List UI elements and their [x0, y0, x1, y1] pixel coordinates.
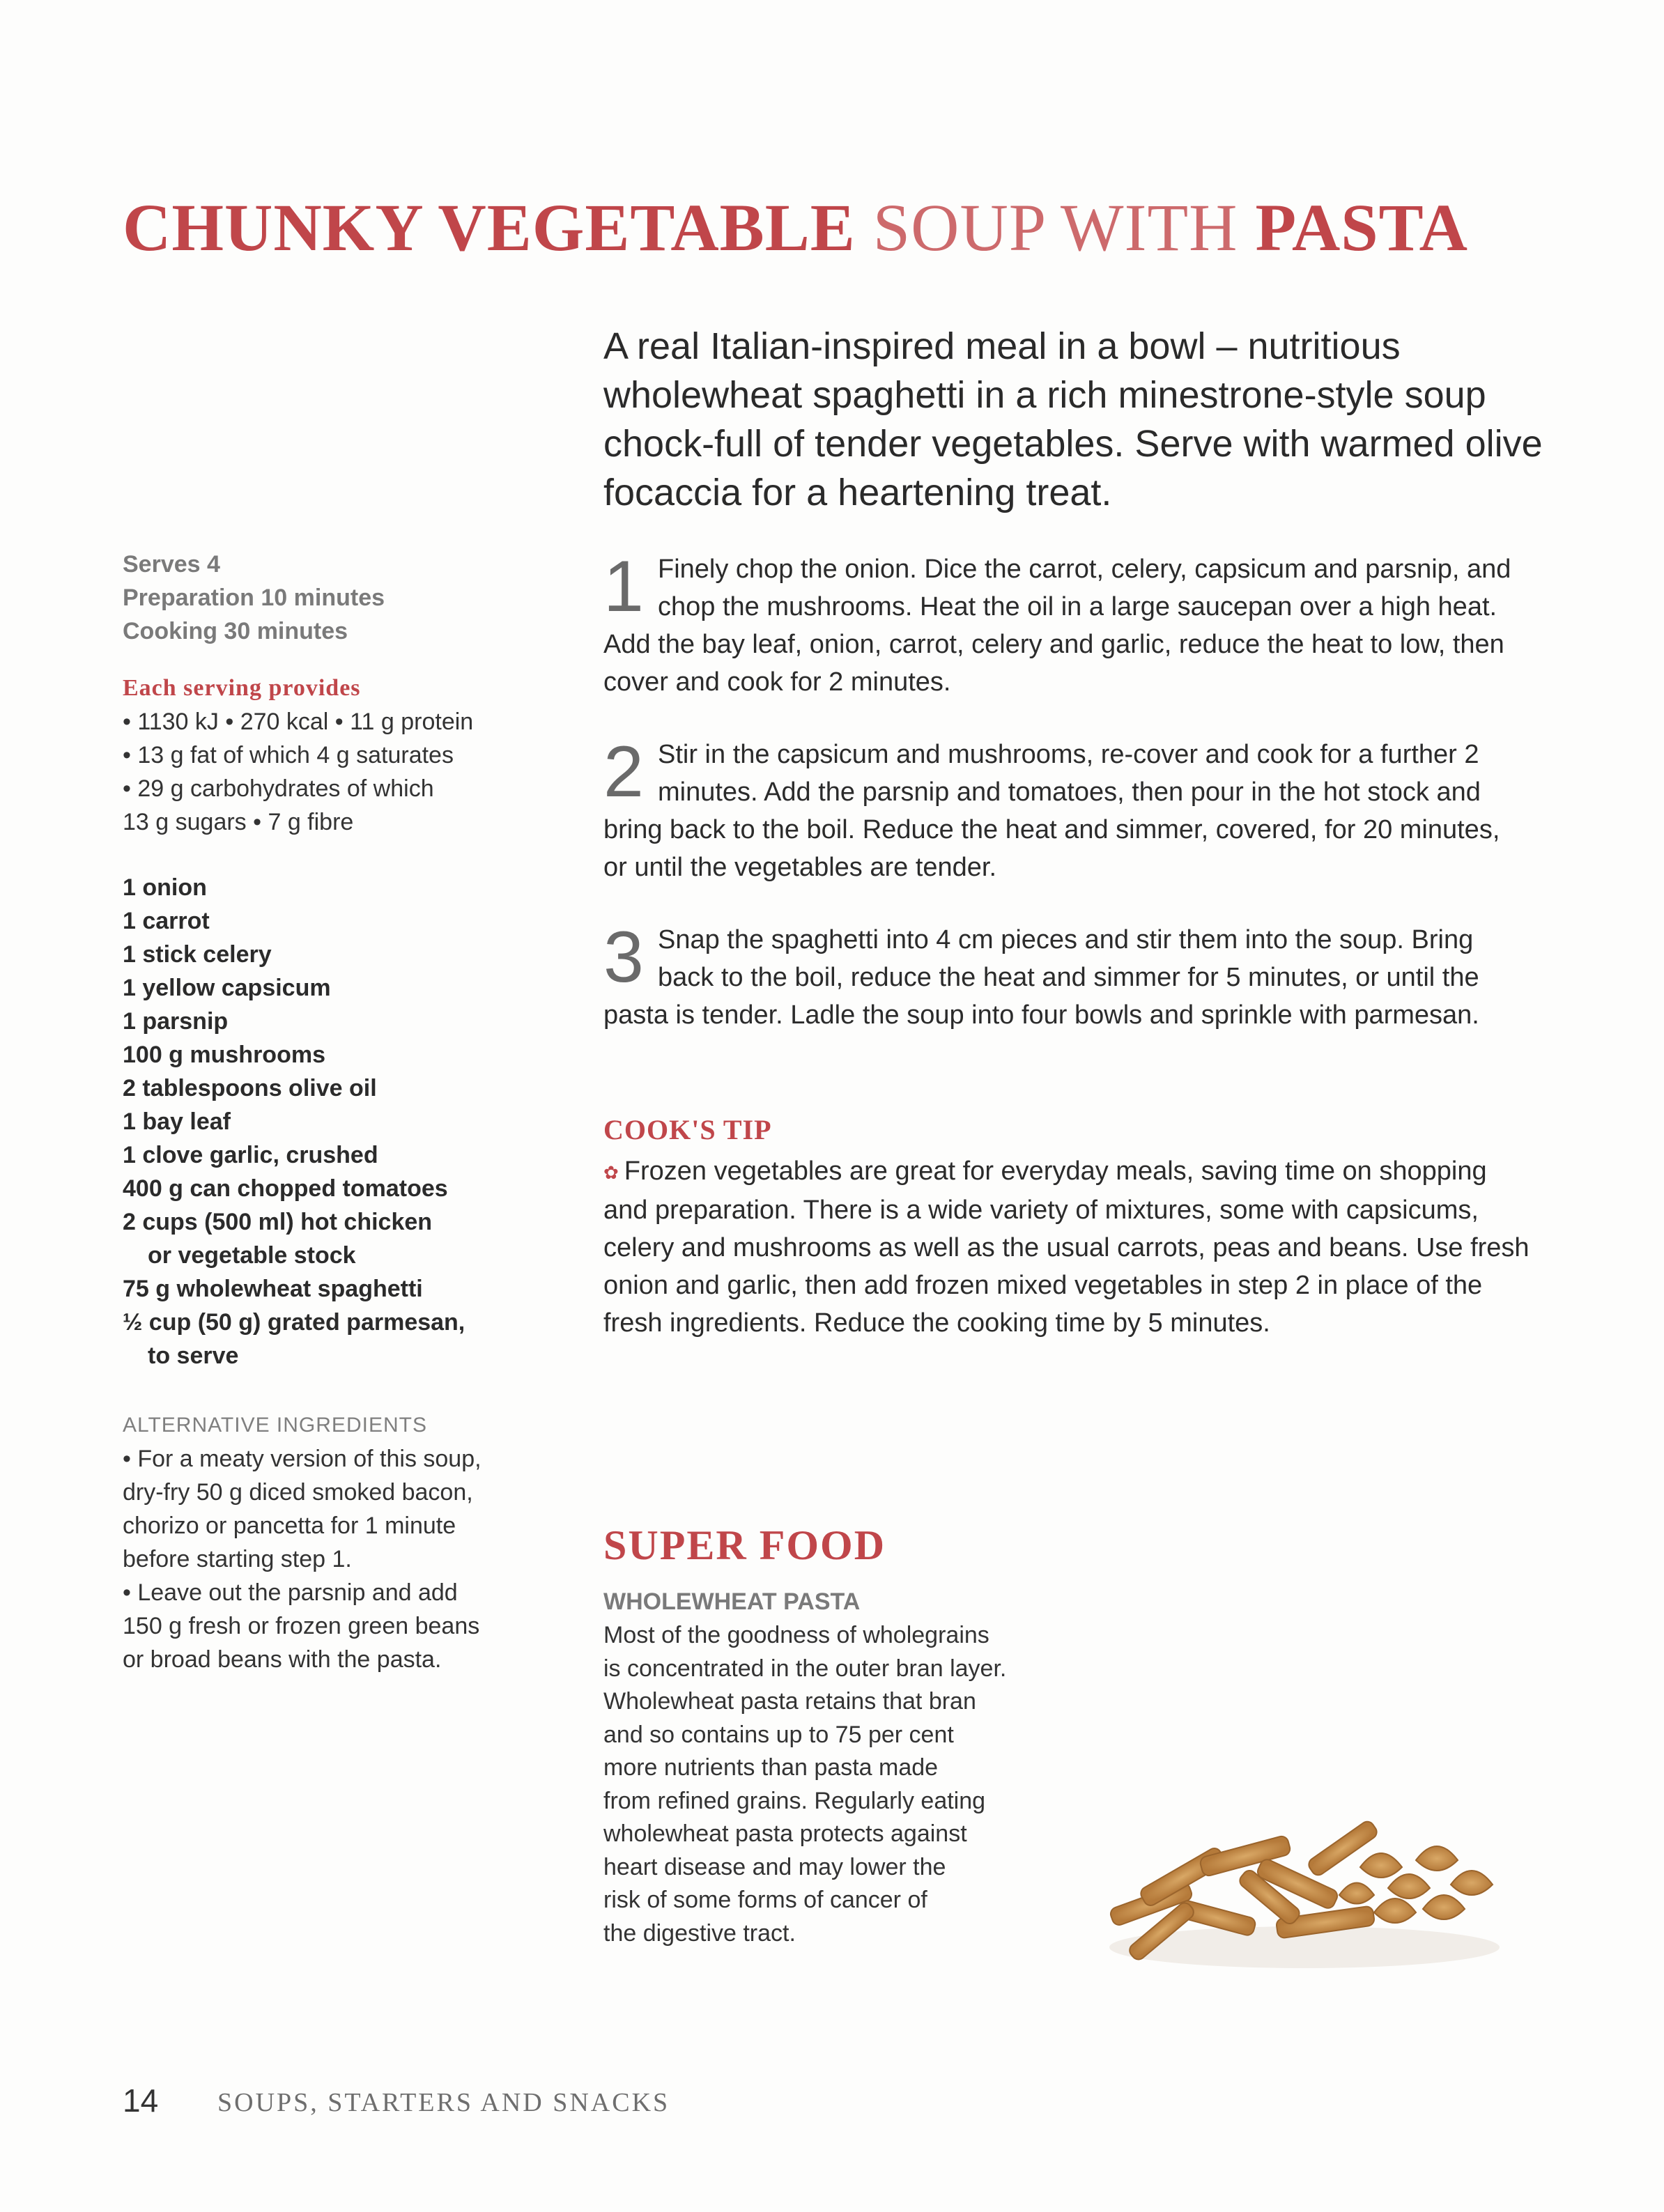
step-number: 1	[603, 546, 644, 627]
cooks-tip-body	[603, 1152, 1530, 1342]
ingredient: 100 g mushrooms	[123, 1042, 325, 1068]
nutrition-line: • 29 g carbohydrates of which	[123, 775, 434, 802]
title-part-4: PASTA	[1255, 190, 1468, 265]
super-food-body	[603, 1619, 1063, 1950]
super-food-line: wholewheat pasta protects against	[603, 1820, 967, 1847]
alternative-line: • Leave out the parsnip and add	[123, 1579, 458, 1606]
ingredient: 1 yellow capsicum	[123, 975, 331, 1001]
alternative-line: • For a meaty version of this soup,	[123, 1446, 482, 1472]
step-text: Snap the spaghetti into 4 cm pieces and stir them into the soup. Bring back to the boil, reduce the heat and simmer for 5 minutes, or until the pasta is tender. Ladle the soup into four bowls and sprinkle with parmesan.	[603, 925, 1479, 1030]
super-food-line: the digestive tract.	[603, 1919, 796, 1947]
nutrition-line: 13 g sugars • 7 g fibre	[123, 809, 354, 835]
method-step-3	[603, 917, 1530, 1034]
step-text: Stir in the capsicum and mushrooms, re-cover and cook for a further 2 minutes. Add the parsnip and tomatoes, then pour in the hot stock and bring back to the boil. Reduce the heat and simmer, covered, for 20 minutes, or until the vegetables are tender.	[603, 740, 1500, 882]
ingredient: ½ cup (50 g) grated parmesan,	[123, 1309, 465, 1336]
cooks-tip-heading: COOK'S TIP	[603, 1114, 772, 1145]
page-title	[123, 190, 1586, 266]
alternative-line: 150 g fresh or frozen green beans	[123, 1613, 480, 1639]
super-food-line: from refined grains. Regularly eating	[603, 1787, 986, 1814]
super-food-line: risk of some forms of cancer of	[603, 1887, 927, 1913]
method-step-1	[603, 546, 1530, 701]
nutrition-line: • 1130 kJ • 270 kcal • 11 g protein	[123, 709, 474, 735]
ingredient: 2 tablespoons olive oil	[123, 1075, 377, 1101]
ingredients-list	[123, 871, 569, 1372]
ingredient: 1 stick celery	[123, 941, 272, 968]
alternative-line: or broad beans with the pasta.	[123, 1646, 442, 1673]
ingredient: 1 parsnip	[123, 1008, 229, 1035]
ingredient: 1 clove garlic, crushed	[123, 1142, 378, 1168]
alternative-line: chorizo or pancetta for 1 minute	[123, 1513, 456, 1539]
nutrition-heading: Each serving provides	[123, 675, 361, 701]
cooking-line: Cooking 30 minutes	[123, 618, 348, 644]
alternative-line: dry-fry 50 g diced smoked bacon,	[123, 1479, 473, 1506]
super-food-subheading: WHOLEWHEAT PASTA	[603, 1588, 861, 1615]
step-text: Finely chop the onion. Dice the carrot, celery, capsicum and parsnip, and chop the mushrooms. Heat the oil in a large saucepan over a high heat. Add the bay leaf, onion, carrot, celery and garlic, reduce the heat to low, then cover and cook for 2 minutes.	[603, 555, 1511, 697]
step-number: 3	[603, 917, 644, 998]
cooks-tip-text: Frozen vegetables are great for everyday meals, saving time on shopping and preparation. There is a wide variety of mixtures, some with capsicums, celery and mushrooms as well as the usual carrots, peas and beans. Use fresh onion and garlic, then add frozen mixed vegetables in step 2 in place of the fresh ingredients. Reduce the cooking time by 5 minutes.	[603, 1157, 1530, 1338]
ingredient: 1 carrot	[123, 908, 210, 934]
left-column	[123, 548, 569, 1676]
title-part-1: CHUNKY	[123, 190, 422, 265]
method-step-2	[603, 732, 1530, 886]
super-food-heading: SUPER FOOD	[603, 1522, 886, 1568]
super-food-line: and so contains up to 75 per cent	[603, 1721, 954, 1748]
super-food-line: more nutrients than pasta made	[603, 1754, 939, 1781]
super-food-line: is concentrated in the outer bran layer.	[603, 1655, 1007, 1682]
nutrition-line: • 13 g fat of which 4 g saturates	[123, 742, 454, 768]
step-number: 2	[603, 732, 644, 812]
ingredient: 1 onion	[123, 874, 207, 901]
section-footer: SOUPS, STARTERS AND SNACKS	[217, 2088, 670, 2117]
title-part-2: VEGETABLE	[438, 190, 856, 265]
title-part-3: SOUP WITH	[872, 190, 1238, 265]
serves-line: Serves 4	[123, 551, 220, 578]
ingredient: 75 g wholewheat spaghetti	[123, 1276, 423, 1302]
ingredient: or vegetable stock	[148, 1242, 356, 1269]
intro-paragraph: A real Italian-inspired meal in a bowl – nutritious wholewheat spaghetti in a rich minestrone-style soup chock-full of tender vegetables. Serve with warmed olive focaccia for a heartening treat.	[603, 325, 1543, 513]
super-food-line: Most of the goodness of wholegrains	[603, 1622, 989, 1648]
ingredient: 400 g can chopped tomatoes	[123, 1175, 448, 1202]
super-food-line: heart disease and may lower the	[603, 1853, 946, 1880]
wholewheat-pasta-image	[1095, 1791, 1513, 1979]
alternatives-heading: ALTERNATIVE INGREDIENTS	[123, 1414, 427, 1437]
ingredient: 1 bay leaf	[123, 1108, 231, 1135]
flower-bullet-icon: ✿	[603, 1161, 619, 1183]
alternative-line: before starting step 1.	[123, 1546, 352, 1572]
ingredient: to serve	[148, 1343, 239, 1369]
ingredient: 2 cups (500 ml) hot chicken	[123, 1209, 433, 1235]
page-number: 14	[123, 2082, 159, 2119]
super-food-line: Wholewheat pasta retains that bran	[603, 1688, 976, 1715]
preparation-line: Preparation 10 minutes	[123, 585, 385, 611]
